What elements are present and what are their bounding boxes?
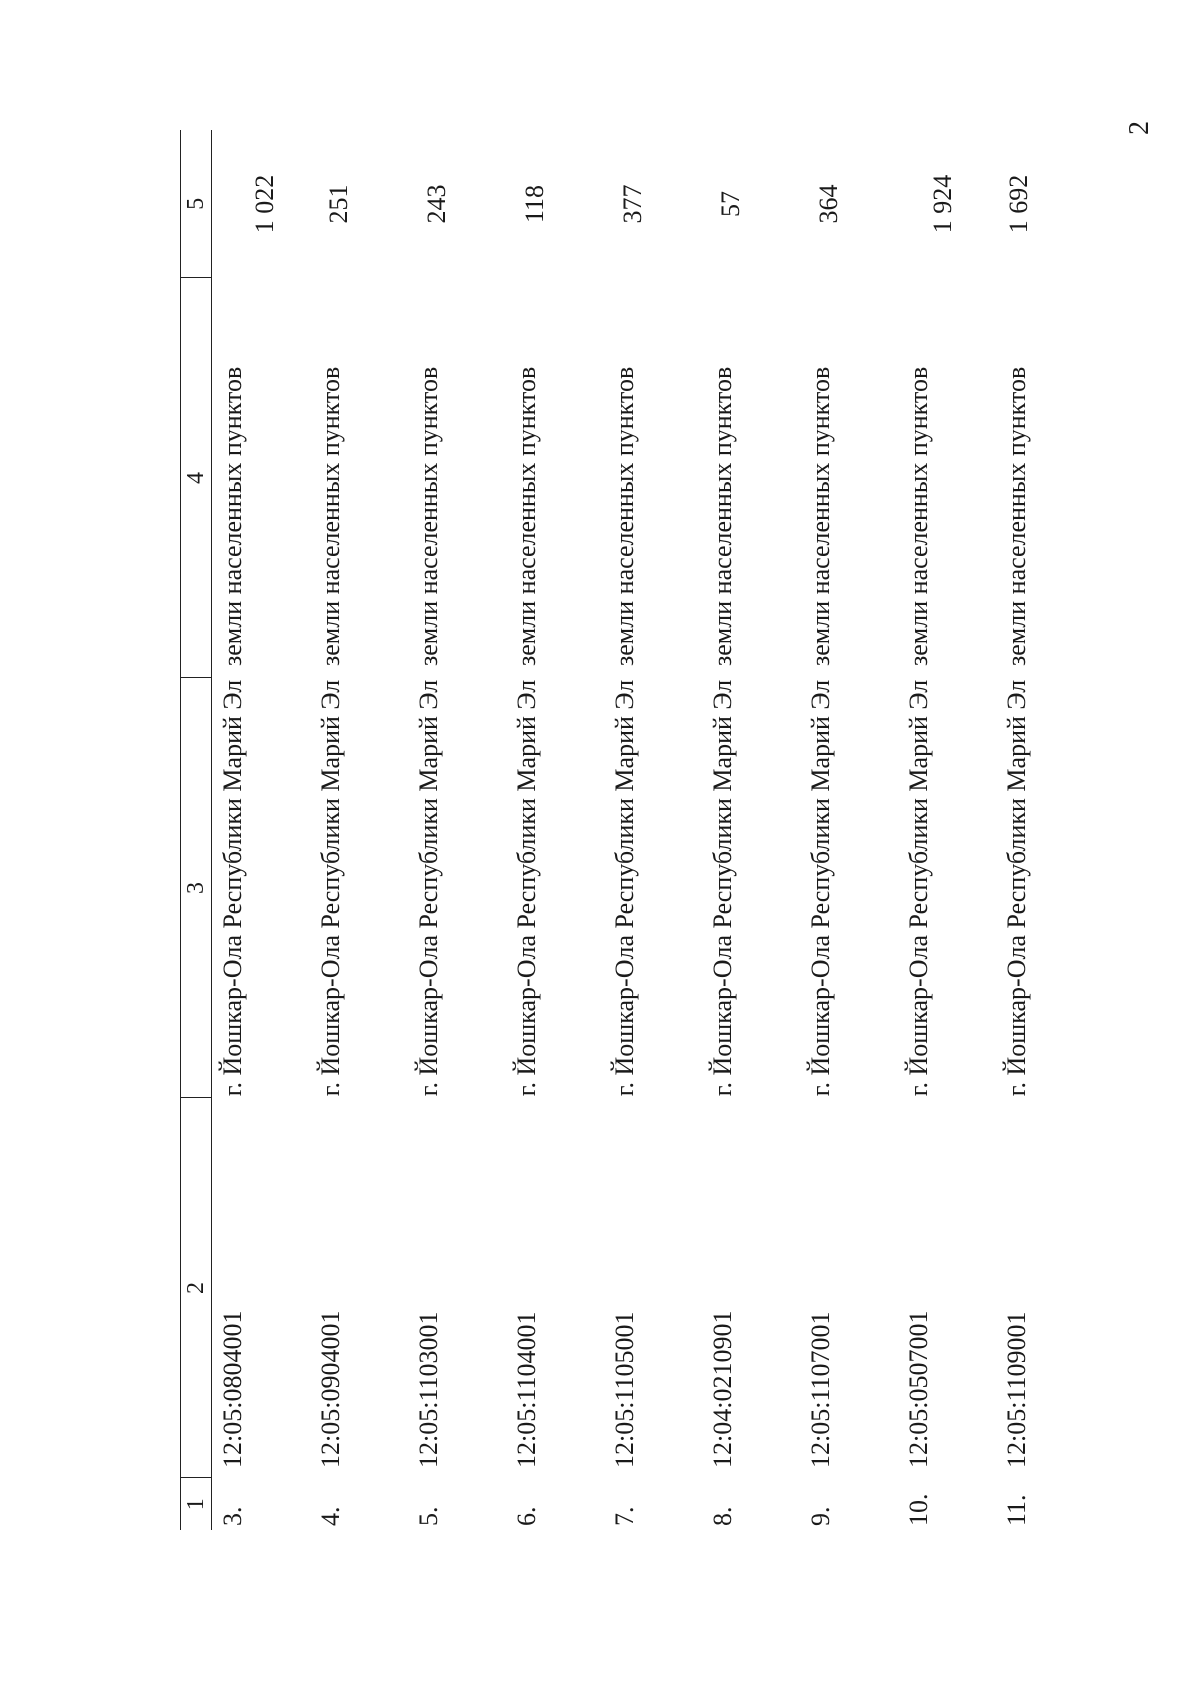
cadastral-quarter: 12:05:1103001	[414, 1311, 443, 1468]
location: г. Йошкар-Ола Республики Марий Эл	[414, 679, 443, 1097]
header-row	[181, 130, 212, 1530]
row-number: 7.	[610, 1506, 639, 1526]
column-number-5: 5	[181, 130, 212, 278]
location: г. Йошкар-Ола Республики Марий Эл	[218, 679, 247, 1097]
location: г. Йошкар-Ола Республики Марий Эл	[708, 679, 737, 1097]
table-row	[702, 130, 800, 1530]
land-category: земли населенных пунктов	[708, 366, 737, 666]
location: г. Йошкар-Ола Республики Марий Эл	[512, 679, 541, 1097]
row-number: 3.	[218, 1506, 247, 1526]
location: г. Йошкар-Ола Республики Марий Эл	[806, 679, 835, 1097]
area-text: 57	[716, 191, 745, 217]
area-value	[898, 130, 996, 278]
area-text: 251	[324, 184, 353, 224]
land-category: земли населенных пунктов	[806, 366, 835, 666]
location: г. Йошкар-Ола Республики Марий Эл	[1002, 679, 1031, 1097]
row-number: 6.	[512, 1506, 541, 1526]
table-row	[506, 130, 604, 1530]
area-value	[310, 130, 408, 278]
page-number: 2	[1124, 121, 1155, 135]
table-row	[996, 130, 1094, 1530]
cadastral-quarter: 12:05:0804001	[218, 1310, 247, 1468]
row-number: 8.	[708, 1506, 737, 1526]
land-category: земли населенных пунктов	[218, 366, 247, 666]
location: г. Йошкар-Ола Республики Марий Эл	[904, 679, 933, 1097]
cadastral-quarter: 12:05:0904001	[316, 1310, 345, 1468]
area-value	[800, 130, 898, 278]
area-text: 1 924	[928, 174, 957, 234]
cadastral-quarter: 12:05:1105001	[610, 1311, 639, 1468]
table-row	[800, 130, 898, 1530]
row-number: 9.	[806, 1506, 835, 1526]
column-number-4: 4	[181, 278, 212, 678]
area-text: 364	[814, 184, 843, 224]
area-value	[506, 130, 604, 278]
cadastral-quarter: 12:05:0507001	[904, 1310, 933, 1468]
rotated-table-container	[180, 130, 1033, 1530]
area-value	[408, 130, 506, 278]
cadastral-quarter: 12:05:1104001	[512, 1311, 541, 1468]
area-text: 1 022	[250, 174, 279, 234]
table-row	[212, 130, 311, 1530]
land-category: земли населенных пунктов	[904, 366, 933, 666]
land-plots-table	[180, 130, 1094, 1530]
area-text: 118	[520, 184, 549, 224]
area-value	[604, 130, 702, 278]
area-text: 377	[618, 184, 647, 224]
area-text: 243	[422, 184, 451, 224]
land-category: земли населенных пунктов	[610, 366, 639, 666]
cadastral-quarter: 12:04:0210901	[708, 1310, 737, 1468]
location: г. Йошкар-Ола Республики Марий Эл	[610, 679, 639, 1097]
land-category: земли населенных пунктов	[316, 366, 345, 666]
area-value	[996, 130, 1094, 278]
column-number-1: 1	[181, 1478, 212, 1530]
row-number: 4.	[316, 1506, 345, 1526]
row-number: 11.	[1002, 1494, 1031, 1526]
table-row	[604, 130, 702, 1530]
table-body	[212, 130, 1095, 1530]
table-row	[310, 130, 408, 1530]
row-number: 5.	[414, 1506, 443, 1526]
table-frame	[180, 130, 1033, 1530]
table-row	[408, 130, 506, 1530]
area-value	[702, 130, 800, 278]
cadastral-quarter: 12:05:1107001	[806, 1311, 835, 1468]
land-category: земли населенных пунктов	[1002, 366, 1031, 666]
land-category: земли населенных пунктов	[512, 366, 541, 666]
cadastral-quarter: 12:05:1109001	[1002, 1311, 1031, 1468]
row-number: 10.	[904, 1493, 933, 1526]
area-text: 1 692	[1004, 174, 1033, 234]
location: г. Йошкар-Ола Республики Марий Эл	[316, 679, 345, 1097]
land-category: земли населенных пунктов	[414, 366, 443, 666]
area-value	[212, 130, 311, 278]
table-header	[181, 130, 212, 1530]
column-number-3: 3	[181, 678, 212, 1098]
column-number-2: 2	[181, 1098, 212, 1478]
table-row	[898, 130, 996, 1530]
